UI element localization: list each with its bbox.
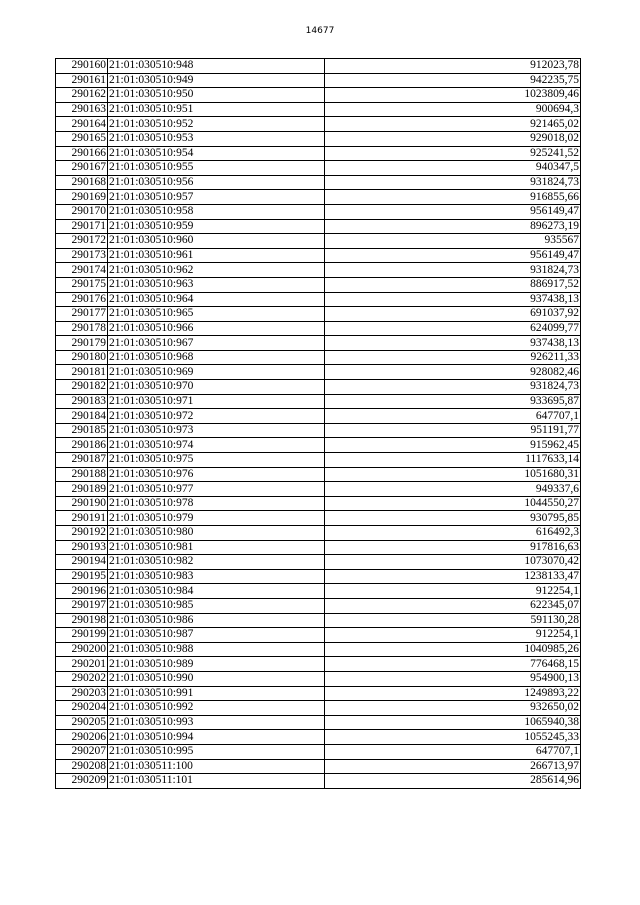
row-number-cell: 290205 — [56, 715, 108, 730]
cadastral-number-cell: 21:01:030510:954 — [108, 146, 325, 161]
cadastral-value-cell: 1044550,27 — [325, 496, 581, 511]
row-number-cell: 290187 — [56, 453, 108, 468]
cadastral-value-cell: 647707,1 — [325, 409, 581, 424]
table-row — [56, 467, 581, 482]
row-number-cell: 290161 — [56, 73, 108, 88]
cadastral-number-cell: 21:01:030510:991 — [108, 686, 325, 701]
row-number-cell: 290198 — [56, 613, 108, 628]
row-number-cell: 290199 — [56, 628, 108, 643]
cadastral-value-cell: 616492,3 — [325, 526, 581, 541]
table-row — [56, 744, 581, 759]
cadastral-value-cell: 926211,33 — [325, 350, 581, 365]
table-row — [56, 701, 581, 716]
cadastral-number-cell: 21:01:030510:963 — [108, 277, 325, 292]
cadastral-value-cell: 591130,28 — [325, 613, 581, 628]
table-row — [56, 204, 581, 219]
cadastral-number-cell: 21:01:030510:983 — [108, 569, 325, 584]
table-row — [56, 774, 581, 789]
cadastral-value-cell: 931824,73 — [325, 380, 581, 395]
cadastral-value-cell: 932650,02 — [325, 701, 581, 716]
table-row — [56, 759, 581, 774]
table-row — [56, 102, 581, 117]
cadastral-number-cell: 21:01:030510:972 — [108, 409, 325, 424]
row-number-cell: 290207 — [56, 744, 108, 759]
row-number-cell: 290172 — [56, 234, 108, 249]
cadastral-number-cell: 21:01:030510:989 — [108, 657, 325, 672]
cadastral-number-cell: 21:01:030510:992 — [108, 701, 325, 716]
cadastral-value-cell: 937438,13 — [325, 336, 581, 351]
cadastral-value-cell: 930795,85 — [325, 511, 581, 526]
cadastral-value-cell: 915962,45 — [325, 438, 581, 453]
row-number-cell: 290165 — [56, 131, 108, 146]
cadastral-number-cell: 21:01:030510:957 — [108, 190, 325, 205]
table-row — [56, 671, 581, 686]
cadastral-number-cell: 21:01:030510:994 — [108, 730, 325, 745]
cadastral-number-cell: 21:01:030510:980 — [108, 526, 325, 541]
cadastral-value-cell: 925241,52 — [325, 146, 581, 161]
cadastral-number-cell: 21:01:030510:955 — [108, 161, 325, 176]
table-row — [56, 292, 581, 307]
table-row — [56, 569, 581, 584]
cadastral-number-cell: 21:01:030510:969 — [108, 365, 325, 380]
row-number-cell: 290160 — [56, 59, 108, 74]
table-row — [56, 175, 581, 190]
cadastral-value-cell: 921465,02 — [325, 117, 581, 132]
cadastral-number-cell: 21:01:030510:987 — [108, 628, 325, 643]
cadastral-value-cell: 928082,46 — [325, 365, 581, 380]
row-number-cell: 290169 — [56, 190, 108, 205]
cadastral-value-cell: 916855,66 — [325, 190, 581, 205]
cadastral-value-cell: 1073070,42 — [325, 555, 581, 570]
table-row — [56, 540, 581, 555]
cadastral-value-cell: 624099,77 — [325, 321, 581, 336]
cadastral-number-cell: 21:01:030510:962 — [108, 263, 325, 278]
cadastral-value-cell: 285614,96 — [325, 774, 581, 789]
row-number-cell: 290189 — [56, 482, 108, 497]
cadastral-value-cell: 954900,13 — [325, 671, 581, 686]
cadastral-value-cell: 1051680,31 — [325, 467, 581, 482]
cadastral-number-cell: 21:01:030510:960 — [108, 234, 325, 249]
row-number-cell: 290178 — [56, 321, 108, 336]
table-row — [56, 686, 581, 701]
cadastral-number-cell: 21:01:030510:979 — [108, 511, 325, 526]
row-number-cell: 290194 — [56, 555, 108, 570]
cadastral-number-cell: 21:01:030510:988 — [108, 642, 325, 657]
table-row — [56, 307, 581, 322]
cadastral-number-cell: 21:01:030510:964 — [108, 292, 325, 307]
cadastral-number-cell: 21:01:030510:976 — [108, 467, 325, 482]
row-number-cell: 290185 — [56, 423, 108, 438]
cadastral-value-cell: 956149,47 — [325, 248, 581, 263]
table-row — [56, 598, 581, 613]
row-number-cell: 290180 — [56, 350, 108, 365]
row-number-cell: 290173 — [56, 248, 108, 263]
table-row — [56, 613, 581, 628]
table-row — [56, 730, 581, 745]
cadastral-number-cell: 21:01:030510:968 — [108, 350, 325, 365]
row-number-cell: 290181 — [56, 365, 108, 380]
cadastral-number-cell: 21:01:030510:951 — [108, 102, 325, 117]
cadastral-number-cell: 21:01:030510:953 — [108, 131, 325, 146]
table-row — [56, 453, 581, 468]
row-number-cell: 290167 — [56, 161, 108, 176]
table-row — [56, 584, 581, 599]
table-row — [56, 715, 581, 730]
page-number: 14677 — [305, 26, 335, 36]
cadastral-value-cell: 886917,52 — [325, 277, 581, 292]
cadastral-value-cell: 912023,78 — [325, 59, 581, 74]
table-row — [56, 380, 581, 395]
cadastral-number-cell: 21:01:030510:956 — [108, 175, 325, 190]
row-number-cell: 290177 — [56, 307, 108, 322]
cadastral-value-cell: 949337,6 — [325, 482, 581, 497]
table-row — [56, 482, 581, 497]
cadastral-value-cell: 935567 — [325, 234, 581, 249]
table-row — [56, 131, 581, 146]
row-number-cell: 290188 — [56, 467, 108, 482]
cadastral-value-cell: 929018,02 — [325, 131, 581, 146]
row-number-cell: 290186 — [56, 438, 108, 453]
cadastral-value-cell: 940347,5 — [325, 161, 581, 176]
table-row — [56, 350, 581, 365]
row-number-cell: 290184 — [56, 409, 108, 424]
cadastral-number-cell: 21:01:030510:984 — [108, 584, 325, 599]
cadastral-number-cell: 21:01:030510:971 — [108, 394, 325, 409]
row-number-cell: 290208 — [56, 759, 108, 774]
cadastral-number-cell: 21:01:030510:965 — [108, 307, 325, 322]
table-row — [56, 117, 581, 132]
cadastral-number-cell: 21:01:030510:967 — [108, 336, 325, 351]
cadastral-number-cell: 21:01:030510:985 — [108, 598, 325, 613]
table-row — [56, 59, 581, 74]
table-row — [56, 73, 581, 88]
cadastral-value-cell: 1249893,22 — [325, 686, 581, 701]
cadastral-number-cell: 21:01:030510:950 — [108, 88, 325, 103]
row-number-cell: 290190 — [56, 496, 108, 511]
table-row — [56, 88, 581, 103]
table-row — [56, 423, 581, 438]
row-number-cell: 290209 — [56, 774, 108, 789]
cadastral-number-cell: 21:01:030510:959 — [108, 219, 325, 234]
table-row — [56, 263, 581, 278]
cadastral-value-cell: 933695,87 — [325, 394, 581, 409]
table-row — [56, 277, 581, 292]
cadastral-value-cell: 951191,77 — [325, 423, 581, 438]
cadastral-number-cell: 21:01:030510:978 — [108, 496, 325, 511]
cadastral-number-cell: 21:01:030510:981 — [108, 540, 325, 555]
row-number-cell: 290175 — [56, 277, 108, 292]
row-number-cell: 290168 — [56, 175, 108, 190]
cadastral-value-cell: 917816,63 — [325, 540, 581, 555]
table-body — [56, 59, 581, 789]
cadastral-value-cell: 912254,1 — [325, 584, 581, 599]
table-row — [56, 555, 581, 570]
table-row — [56, 146, 581, 161]
table-row — [56, 219, 581, 234]
row-number-cell: 290164 — [56, 117, 108, 132]
table-row — [56, 234, 581, 249]
row-number-cell: 290197 — [56, 598, 108, 613]
cadastral-number-cell: 21:01:030510:974 — [108, 438, 325, 453]
cadastral-number-cell: 21:01:030510:986 — [108, 613, 325, 628]
cadastral-number-cell: 21:01:030510:975 — [108, 453, 325, 468]
cadastral-value-cell: 1055245,33 — [325, 730, 581, 745]
cadastral-value-cell: 266713,97 — [325, 759, 581, 774]
cadastral-value-cell: 912254,1 — [325, 628, 581, 643]
cadastral-number-cell: 21:01:030511:100 — [108, 759, 325, 774]
row-number-cell: 290196 — [56, 584, 108, 599]
cadastral-value-cell: 937438,13 — [325, 292, 581, 307]
table-row — [56, 190, 581, 205]
table-row — [56, 642, 581, 657]
table-row — [56, 409, 581, 424]
cadastral-number-cell: 21:01:030510:993 — [108, 715, 325, 730]
cadastral-number-cell: 21:01:030510:982 — [108, 555, 325, 570]
cadastral-value-cell: 1117633,14 — [325, 453, 581, 468]
table-row — [56, 526, 581, 541]
row-number-cell: 290191 — [56, 511, 108, 526]
cadastral-number-cell: 21:01:030511:101 — [108, 774, 325, 789]
cadastral-number-cell: 21:01:030510:990 — [108, 671, 325, 686]
row-number-cell: 290163 — [56, 102, 108, 117]
cadastral-number-cell: 21:01:030510:952 — [108, 117, 325, 132]
cadastral-number-cell: 21:01:030510:949 — [108, 73, 325, 88]
row-number-cell: 290201 — [56, 657, 108, 672]
table-row — [56, 657, 581, 672]
row-number-cell: 290183 — [56, 394, 108, 409]
row-number-cell: 290200 — [56, 642, 108, 657]
cadastral-value-cell: 622345,07 — [325, 598, 581, 613]
cadastral-number-cell: 21:01:030510:958 — [108, 204, 325, 219]
table-row — [56, 438, 581, 453]
cadastral-value-cell: 1040985,26 — [325, 642, 581, 657]
cadastral-number-cell: 21:01:030510:966 — [108, 321, 325, 336]
row-number-cell: 290193 — [56, 540, 108, 555]
cadastral-number-cell: 21:01:030510:977 — [108, 482, 325, 497]
cadastral-number-cell: 21:01:030510:970 — [108, 380, 325, 395]
cadastral-value-cell: 900694,3 — [325, 102, 581, 117]
table-row — [56, 336, 581, 351]
cadastral-value-table — [55, 58, 581, 789]
row-number-cell: 290162 — [56, 88, 108, 103]
cadastral-value-cell: 691037,92 — [325, 307, 581, 322]
cadastral-number-cell: 21:01:030510:961 — [108, 248, 325, 263]
cadastral-value-cell: 942235,75 — [325, 73, 581, 88]
row-number-cell: 290176 — [56, 292, 108, 307]
table-row — [56, 628, 581, 643]
cadastral-number-cell: 21:01:030510:948 — [108, 59, 325, 74]
cadastral-value-cell: 1065940,38 — [325, 715, 581, 730]
row-number-cell: 290182 — [56, 380, 108, 395]
cadastral-value-cell: 931824,73 — [325, 175, 581, 190]
cadastral-value-cell: 931824,73 — [325, 263, 581, 278]
cadastral-value-cell: 1023809,46 — [325, 88, 581, 103]
table-row — [56, 365, 581, 380]
cadastral-value-cell: 1238133,47 — [325, 569, 581, 584]
table-row — [56, 248, 581, 263]
row-number-cell: 290166 — [56, 146, 108, 161]
cadastral-number-cell: 21:01:030510:973 — [108, 423, 325, 438]
cadastral-value-cell: 896273,19 — [325, 219, 581, 234]
table-row — [56, 321, 581, 336]
row-number-cell: 290202 — [56, 671, 108, 686]
cadastral-value-cell: 647707,1 — [325, 744, 581, 759]
row-number-cell: 290171 — [56, 219, 108, 234]
row-number-cell: 290170 — [56, 204, 108, 219]
row-number-cell: 290195 — [56, 569, 108, 584]
row-number-cell: 290179 — [56, 336, 108, 351]
table-row — [56, 496, 581, 511]
row-number-cell: 290174 — [56, 263, 108, 278]
cadastral-number-cell: 21:01:030510:995 — [108, 744, 325, 759]
row-number-cell: 290204 — [56, 701, 108, 716]
table-row — [56, 394, 581, 409]
row-number-cell: 290203 — [56, 686, 108, 701]
table-row — [56, 511, 581, 526]
table-row — [56, 161, 581, 176]
cadastral-value-cell: 956149,47 — [325, 204, 581, 219]
row-number-cell: 290192 — [56, 526, 108, 541]
row-number-cell: 290206 — [56, 730, 108, 745]
cadastral-value-cell: 776468,15 — [325, 657, 581, 672]
